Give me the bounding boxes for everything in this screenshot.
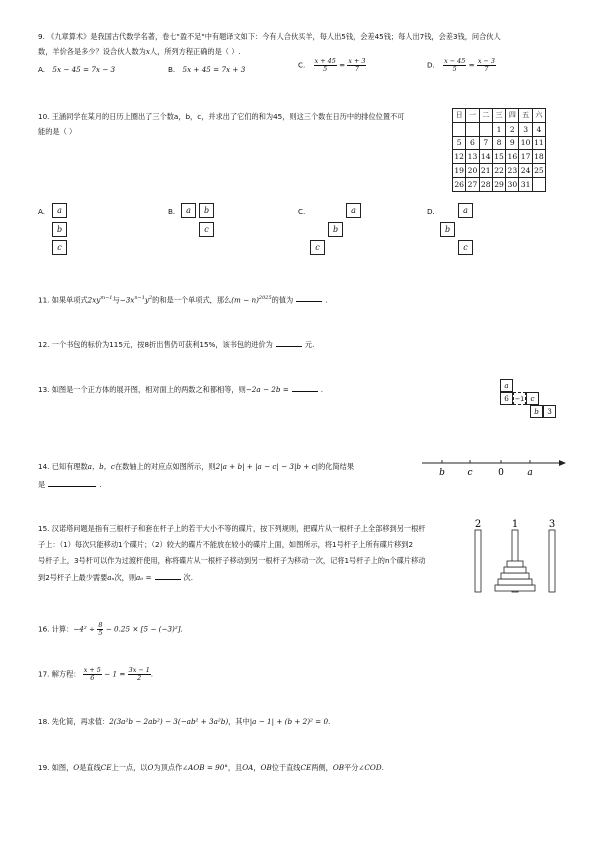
calendar-week-row xyxy=(453,150,546,164)
pole-3-label: 3 xyxy=(548,519,556,530)
q10-b-cell-c: c xyxy=(199,222,214,237)
calendar-day: 4 xyxy=(532,122,545,136)
q9-option-a: A. 5x − 45 = 7x − 3 xyxy=(38,65,116,74)
pole-2-label: 2 xyxy=(474,519,482,530)
disc-4 xyxy=(504,567,526,573)
calendar-day: 1 xyxy=(492,122,505,136)
calendar-day: 30 xyxy=(506,177,519,191)
question-13: 13. 如图是一个正方体的展开图，相对面上的两数之和都相等，则−2a − 2b = . xyxy=(38,385,324,394)
q15-line3: 号杆子上，3号杆可以作为过渡杆使用，称将碟片从一根杆子移动到另一根杆子为移动一次，记将1号杆子上的n个碟片移动 xyxy=(38,556,426,565)
pole-2 xyxy=(475,530,481,592)
calendar-weekday: 日 xyxy=(453,109,466,123)
question-19: 19. 如图，O是直线CE上一点，以O为顶点作∠AOB = 90°，且OA，OB位于直线CE两侧，OB平分∠COD. xyxy=(38,763,384,772)
calendar-day: 28 xyxy=(479,177,492,191)
calendar-day: 7 xyxy=(479,136,492,150)
calendar-table xyxy=(452,108,546,192)
question-18: 18. 先化简，再求值：2(3a²b − 2ab²) − 3(−ab² + 3a²b)，其中|a − 1| + (b + 2)² = 0. xyxy=(38,717,331,726)
calendar-day: 25 xyxy=(532,164,545,178)
net-face-c: c xyxy=(526,392,539,405)
q9-option-c: C. $\frac{x + 45}{5}$ = $\frac{x + 3}{7}$ xyxy=(298,57,366,73)
calendar-week-row xyxy=(453,136,546,150)
q10-line1: 10. 王涵同学在某月的日历上圈出了三个数a，b，c，并求出了它们的和为45，则这三个数在日历中的排位位置不可 xyxy=(38,112,405,121)
q10-c-cell-b: b xyxy=(328,222,343,237)
question-14-line2: 是 . xyxy=(38,480,102,489)
q15-line4: 到2号杆子上最少需要aₙ次，则a₆ = 次. xyxy=(38,573,194,582)
calendar-day: 31 xyxy=(519,177,532,191)
calendar-weekday: 三 xyxy=(492,109,505,123)
label-a: a xyxy=(527,468,533,478)
calendar-day: 19 xyxy=(453,164,466,178)
net-face-3: 3 xyxy=(543,405,556,418)
calendar-week-row xyxy=(453,177,546,191)
q9-line1: 9. 《九章算术》是我国古代数学名著，卷七"盈不足"中有题译文如下：今有人合伙买羊，每人出5钱，会差45钱；每人出7钱，会差3钱，问合伙人 xyxy=(38,32,501,41)
disc-3 xyxy=(501,573,529,579)
q10-c-cell-c: c xyxy=(310,240,325,255)
calendar-day: 11 xyxy=(532,136,545,150)
calendar-week-row xyxy=(453,122,546,136)
calendar-day: 2 xyxy=(506,122,519,136)
q14-answer-blank[interactable] xyxy=(48,479,96,487)
q10-d-cell-a: a xyxy=(458,203,473,218)
calendar-day xyxy=(479,122,492,136)
q10-c-cell-a: a xyxy=(346,203,361,218)
calendar-weekday: 二 xyxy=(479,109,492,123)
disc-5 xyxy=(507,561,523,567)
q10-b-cell-b: b xyxy=(199,203,214,218)
q9-line2: 数，羊价各是多少？设合伙人数为x人，所列方程正确的是（ ）. xyxy=(38,47,241,56)
q10-option-b-label: B. xyxy=(168,207,176,216)
calendar-day: 27 xyxy=(466,177,479,191)
question-14-line1: 14. 已知有理数a，b，c在数轴上的对应点如图所示，则2|a + b| + |a − c| − 3|b + c|的化简结果 xyxy=(38,462,355,471)
q11-answer-blank[interactable] xyxy=(296,294,322,302)
q9-option-d: D. $\frac{x - 45}{5}$ = $\frac{x - 3}{7}$ xyxy=(427,57,495,73)
q10-b-cell-a: a xyxy=(181,203,196,218)
calendar-header-row xyxy=(453,109,546,123)
calendar-day: 3 xyxy=(519,122,532,136)
calendar-day: 22 xyxy=(492,164,505,178)
number-line-arrow xyxy=(559,460,566,466)
calendar-day: 14 xyxy=(479,150,492,164)
calendar-day: 18 xyxy=(532,150,545,164)
calendar-weekday: 四 xyxy=(506,109,519,123)
calendar-day: 12 xyxy=(453,150,466,164)
q10-line2: 能的是（ ） xyxy=(38,127,77,136)
pole-1-label: 1 xyxy=(511,519,519,530)
q10-d-cell-b: b xyxy=(440,222,455,237)
q10-a-cell-b: b xyxy=(52,222,67,237)
calendar-day: 20 xyxy=(466,164,479,178)
calendar-day xyxy=(466,122,479,136)
calendar-day: 23 xyxy=(506,164,519,178)
calendar-weekday: 六 xyxy=(532,109,545,123)
calendar-day: 16 xyxy=(506,150,519,164)
q9-option-b: B. 5x + 45 = 7x + 3 xyxy=(168,65,246,74)
calendar-day: 24 xyxy=(519,164,532,178)
question-16: 16. 计算：−4² ÷ $\frac{8}{5}$ − 0.25 × [5 − (−3)²]. xyxy=(38,621,183,637)
question-12: 12. 一个书包的标价为115元，按8折出售仍可获利15%，该书包的进价为 元. xyxy=(38,340,315,349)
calendar-day: 6 xyxy=(466,136,479,150)
q10-d-cell-c: c xyxy=(458,240,473,255)
calendar-day xyxy=(532,177,545,191)
disc-2 xyxy=(498,579,532,585)
pole-3 xyxy=(549,530,555,592)
calendar-weekday: 五 xyxy=(519,109,532,123)
q15-line1: 15. 汉诺塔问题是指有三根杆子和套在杆子上的若干大小不等的碟片，按下列规则，把碟片从一根杆子上全部移到另一根杆 xyxy=(38,524,426,533)
q10-option-c-label: C. xyxy=(298,207,306,216)
net-face-a: a xyxy=(500,379,513,392)
calendar-day xyxy=(453,122,466,136)
net-face-minus-1: −1 xyxy=(513,392,526,405)
q12-answer-blank[interactable] xyxy=(276,339,302,347)
question-11: 11. 如果单项式$2xy^{m-1}$与$-3x^{n-1}y^2$的和是一个单项式，那么$(m - n)^{2025}$的值为 . xyxy=(38,295,328,305)
q15-answer-blank[interactable] xyxy=(155,572,181,580)
calendar-day: 21 xyxy=(479,164,492,178)
number-line xyxy=(420,453,570,481)
hanoi-tower-figure xyxy=(470,516,562,596)
q10-option-a-label: A. xyxy=(38,207,46,216)
question-17: 17. 解方程： $\frac{x + 5}{6}$ − 1 = $\frac{3x - 1}{2}$ . xyxy=(38,666,154,682)
calendar-day: 29 xyxy=(492,177,505,191)
label-b: b xyxy=(439,468,445,478)
q10-option-d-label: D. xyxy=(427,207,435,216)
calendar-day: 15 xyxy=(492,150,505,164)
calendar-day: 8 xyxy=(492,136,505,150)
q13-answer-blank[interactable] xyxy=(292,384,318,392)
calendar-day: 5 xyxy=(453,136,466,150)
q15-line2: 子上：（1）每次只能移动1个碟片；（2）较大的碟片不能放在较小的碟片上面，如图所示，将1号杆子上所有碟片移到2 xyxy=(38,540,414,549)
net-face-6: 6 xyxy=(500,392,513,405)
calendar-day: 10 xyxy=(519,136,532,150)
q10-a-cell-a: a xyxy=(52,203,67,218)
net-face-b: b xyxy=(530,405,543,418)
calendar-day: 17 xyxy=(519,150,532,164)
calendar-day: 26 xyxy=(453,177,466,191)
label-0: 0 xyxy=(498,468,504,478)
calendar-day: 9 xyxy=(506,136,519,150)
disc-1 xyxy=(495,585,535,591)
calendar-weekday: 一 xyxy=(466,109,479,123)
calendar-day: 13 xyxy=(466,150,479,164)
label-c: c xyxy=(467,468,473,478)
calendar-week-row xyxy=(453,164,546,178)
q10-a-cell-c: c xyxy=(52,240,67,255)
